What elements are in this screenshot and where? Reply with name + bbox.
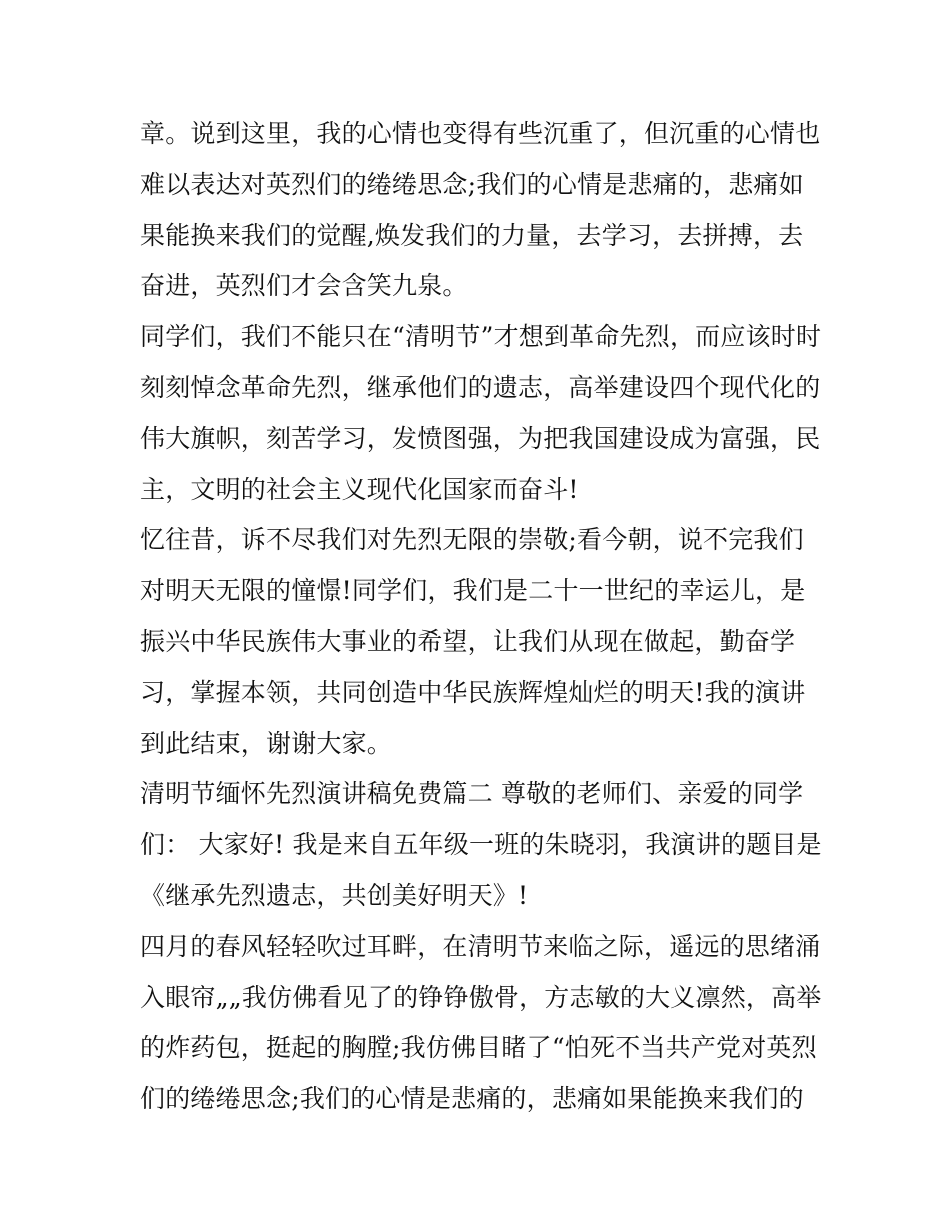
text-line-16: 《继承先烈遗志，共创美好明天》! [140,880,529,910]
text-line-9: 忆往昔，诉不尽我们对先烈无限的崇敬;看今朝，说不完我们 [140,525,804,555]
text-line-6: 刻刻悼念革命先烈，继承他们的遗志，高举建设四个现代化的 [140,372,821,402]
text-line-20: 们的绻绻思念;我们的心情是悲痛的，悲痛如果能换来我们的 [140,1084,804,1114]
body-text [140,109,830,1125]
text-line-13: 到此结束，谢谢大家。 [140,728,393,758]
text-line-8: 主，文明的社会主义现代化国家而奋斗! [140,474,579,504]
text-line-12: 习，掌握本领，共同创造中华民族辉煌灿烂的明天!我的演讲 [140,677,806,707]
text-line-14: 清明节缅怀先烈演讲稿免费篇二 尊敬的老师们、亲爱的同学 [140,779,804,809]
text-line-11: 振兴中华民族伟大事业的希望，让我们从现在做起，勤奋学 [140,626,796,656]
text-line-7: 伟大旗帜，刻苦学习，发愤图强，为把我国建设成为富强，民 [140,423,821,453]
text-line-19: 的炸药包，挺起的胸膛;我仿佛目睹了“怕死不当共产党对英烈 [140,1033,817,1063]
text-line-4: 奋进，英烈们才会含笑九泉。 [140,271,468,301]
text-line-5: 同学们，我们不能只在“清明节”才想到革命先烈，而应该时时 [140,322,822,352]
text-line-1: 章。说到这里，我的心情也变得有些沉重了，但沉重的心情也 [140,119,821,148]
text-line-17: 四月的春风轻轻吹过耳畔，在清明节来临之际，遥远的思绪涌 [140,931,821,961]
text-line-3: 果能换来我们的觉醒,焕发我们的力量，去学习，去拼搏，去 [140,220,804,250]
text-line-10: 对明天无限的憧憬!同学们，我们是二十一世纪的幸运儿，是 [140,576,806,606]
text-line-15: 们： 大家好! 我是来自五年级一班的朱晓羽，我演讲的题目是 [140,830,822,860]
text-line-2: 难以表达对英烈们的绻绻思念;我们的心情是悲痛的，悲痛如 [140,169,804,199]
text-line-18: 入眼帘„„我仿佛看见了的铮铮傲骨，方志敏的大义凛然，高举 [140,982,822,1012]
